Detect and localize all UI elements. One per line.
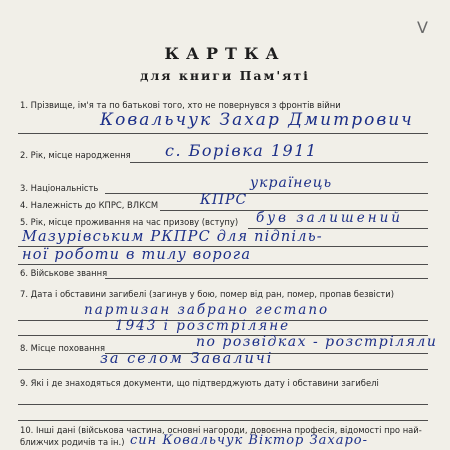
field-1-value: Ковальчук Захар Дмитрович xyxy=(100,110,414,130)
field-8-value-line-1: по розвідках - розстріляли xyxy=(196,334,438,350)
field-10-label-line-1: 10. Інші дані (військова частина, основні нагороди, довоєнна професія, відомості про най- xyxy=(20,425,422,435)
field-8-line-2 xyxy=(18,369,428,370)
field-8-value-line-2: за селом Заваличі xyxy=(100,351,274,367)
field-2-label: 2. Рік, місце народження xyxy=(20,150,131,160)
field-1-line xyxy=(18,133,428,134)
field-7-label: 7. Дата і обставини загибелі (загинув у бою, помер від ран, помер, пропав безвісти) xyxy=(20,289,395,299)
field-1-label: 1. Прізвище, ім'я та по батькові того, хто не повернувся з фронтів війни xyxy=(20,100,341,110)
field-3-value: українець xyxy=(250,175,333,191)
field-5-label: 5. Рік, місце проживання на час призову (вступу) xyxy=(20,217,239,227)
card-subtitle: для книги Пам'яті xyxy=(140,68,310,83)
field-5-value-line-1: був залишений xyxy=(256,210,403,226)
card-title: КАРТКА xyxy=(164,44,286,63)
field-9-label: 9. Які і де знаходяться документи, що підтверджують дату і обставини загибелі xyxy=(20,378,379,388)
field-6-line xyxy=(105,278,428,279)
corner-checkmark: V xyxy=(417,18,428,37)
field-10-label-line-2: ближчих родичів та ін.) xyxy=(20,437,125,447)
field-3-label: 3. Національність xyxy=(20,183,99,193)
field-5-line-3 xyxy=(18,264,428,265)
field-2-value: с. Борівка 1911 xyxy=(165,141,318,160)
field-6-label: 6. Військове звання xyxy=(20,268,108,278)
field-3-line xyxy=(105,193,428,194)
field-9-line-2 xyxy=(18,420,428,421)
field-10-value: син Ковальчук Віктор Захаро- xyxy=(130,433,368,448)
field-5-value-line-2: Мазурівським РКПРС для підпіль- xyxy=(22,229,323,245)
field-8-label: 8. Місце поховання xyxy=(20,343,106,353)
field-4-label: 4. Належність до КПРС, ВЛКСМ xyxy=(20,200,159,210)
field-7-value-line-2: 1943 і розстріляне xyxy=(115,318,291,334)
field-5-value-line-3: ної роботи в тилу ворога xyxy=(22,247,252,263)
field-2-line xyxy=(130,162,428,163)
field-7-value-line-1: партизан забрано гестапо xyxy=(84,302,330,318)
field-4-value: КПРС xyxy=(200,192,248,208)
field-9-line-1 xyxy=(18,404,428,405)
